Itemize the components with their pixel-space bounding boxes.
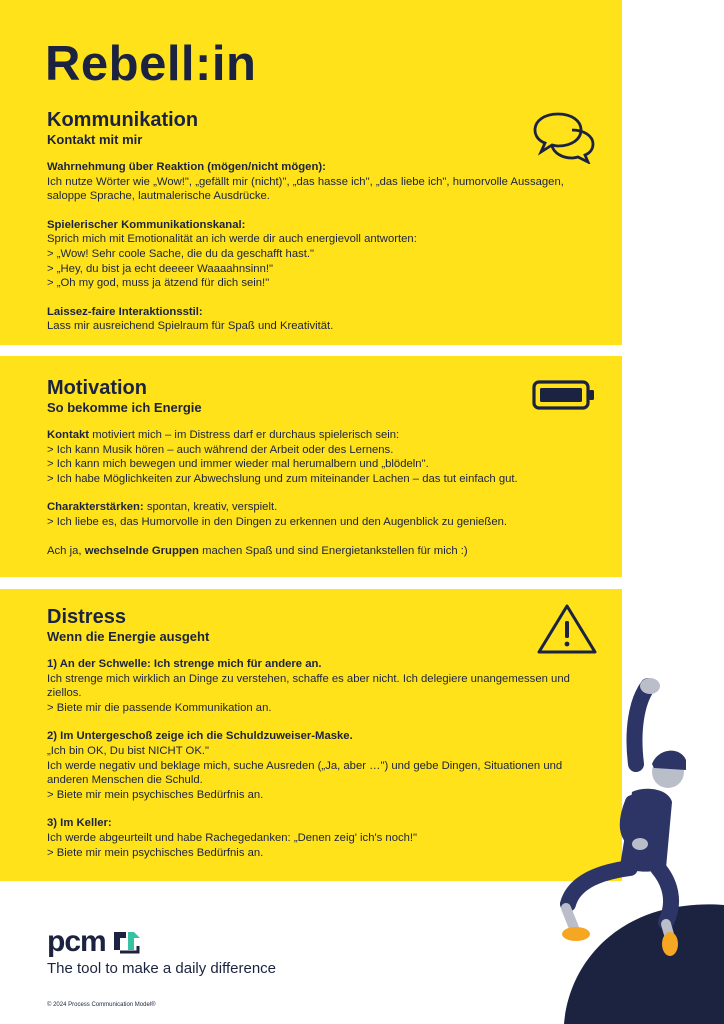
section-subheading: Wenn die Energie ausgeht xyxy=(47,629,210,644)
list-item: > Ich liebe es, das Humorvolle in den Dingen zu erkennen und den Augenblick zu genießen. xyxy=(47,515,508,528)
paragraph-text: machen Spaß und sind Energietankstellen für mich :) xyxy=(198,544,468,557)
section-heading: Kommunikation xyxy=(47,109,199,131)
paragraph-title: Laissez-faire Interaktionsstil: xyxy=(47,305,203,318)
paragraph-text: „Ich bin OK, Du bist NICHT OK." xyxy=(47,744,210,757)
paragraph-text: Lass mir ausreichend Spielraum für Spaß und Kreativität. xyxy=(47,320,334,333)
pcm-logo xyxy=(47,925,142,959)
paragraph-text: Ich strenge mich wirklich an Dinge zu verstehen, schaffe es aber nicht. Ich delegiere unangemessen und ziellos. xyxy=(47,672,570,700)
paragraph-title: Spielerischer Kommunikationskanal: xyxy=(47,218,246,231)
keyword: Charakterstärken: xyxy=(47,501,144,514)
paragraph-gruppen xyxy=(47,544,582,559)
jumping-person-illustration xyxy=(540,672,724,962)
list-item: > Biete mir mein psychisches Bedürfnis an. xyxy=(47,788,264,801)
section-subheading: So bekomme ich Energie xyxy=(47,400,202,415)
keyword: Kontakt xyxy=(47,429,90,441)
list-item: > „Oh my god, muss ja ätzend für dich sein!" xyxy=(47,277,270,290)
paragraph-text: Sprich mich mit Emotionalität an ich werde dir auch energievoll antworten: xyxy=(47,233,417,246)
paragraph-text: spontan, kreativ, verspielt. xyxy=(143,501,278,514)
paragraph-keller xyxy=(47,816,582,860)
motivation-content xyxy=(47,376,582,572)
list-item: > Ich kann mich bewegen und immer wieder mal herumalbern und „blödeln". xyxy=(47,458,429,471)
paragraph-text: Ich nutze Wörter wie „Wow!", „gefällt mir (nicht)", „das hasse ich", „das liebe ich", humorvolle Aussagen, saloppe Sprache, lautmalerische Ausdrücke. xyxy=(47,175,564,203)
keyword: wechselnde Gruppen xyxy=(84,544,199,557)
paragraph-text: Ich werde abgeurteilt und habe Rachegedanken: „Denen zeig' ich's noch!" xyxy=(47,831,418,844)
copyright: © 2024 Process Communication Model® xyxy=(47,1002,156,1008)
list-item: > Ich habe Möglichkeiten zur Abwechslung und zum miteinander Lachen – das tut einfach gut. xyxy=(47,472,518,485)
paragraph-title: Wahrnehmung über Reaktion (mögen/nicht mögen): xyxy=(47,161,326,173)
distress-panel xyxy=(0,589,622,881)
logo-wordmark: pcm xyxy=(47,925,106,958)
section-heading: Distress xyxy=(47,606,126,628)
paragraph-kontakt xyxy=(47,428,582,486)
list-item: > „Hey, du bist ja echt deeeer Waaaahnsinn!" xyxy=(47,262,273,275)
pcm-logo-icon xyxy=(112,928,142,956)
paragraph-text: Ich werde negativ und beklage mich, suche Ausreden („Ja, aber …") und gebe Dingen, Situationen und anderen Menschen die Schuld. xyxy=(47,759,563,787)
motivation-panel xyxy=(0,356,622,577)
section-subheading: Kontakt mit mir xyxy=(47,132,143,147)
paragraph-kommunikationskanal xyxy=(47,218,582,291)
paragraph-title: 3) Im Keller: xyxy=(47,817,112,830)
section-heading: Motivation xyxy=(47,377,147,399)
paragraph-title: 1) An der Schwelle: Ich strenge mich für andere an. xyxy=(47,658,322,670)
paragraph-title: 2) Im Untergeschoß zeige ich die Schuldzuweiser-Maske. xyxy=(47,730,353,743)
list-item: > Biete mir mein psychisches Bedürfnis an. xyxy=(47,846,264,859)
paragraph-interaktionsstil xyxy=(47,305,582,334)
list-item: > „Wow! Sehr coole Sache, die du da geschafft hast." xyxy=(47,247,315,260)
paragraph-charakterstaerken xyxy=(47,500,582,529)
distress-content xyxy=(47,605,582,874)
kommunikation-panel xyxy=(0,0,622,345)
paragraph-untergeschoss xyxy=(47,729,582,802)
paragraph-schwelle xyxy=(47,657,582,715)
list-item: > Ich kann Musik hören – auch während der Arbeit oder des Lernens. xyxy=(47,443,394,456)
kommunikation-content xyxy=(47,108,582,348)
tagline: The tool to make a daily difference xyxy=(47,960,277,977)
paragraph-wahrnehmung xyxy=(47,160,582,204)
paragraph-text: motiviert mich – im Distress darf er durchaus spielerisch sein: xyxy=(89,429,400,441)
list-item: > Biete mir die passende Kommunikation an. xyxy=(47,701,272,714)
page-title: Rebell:in xyxy=(45,37,257,91)
paragraph-text: Ach ja, xyxy=(47,544,85,557)
